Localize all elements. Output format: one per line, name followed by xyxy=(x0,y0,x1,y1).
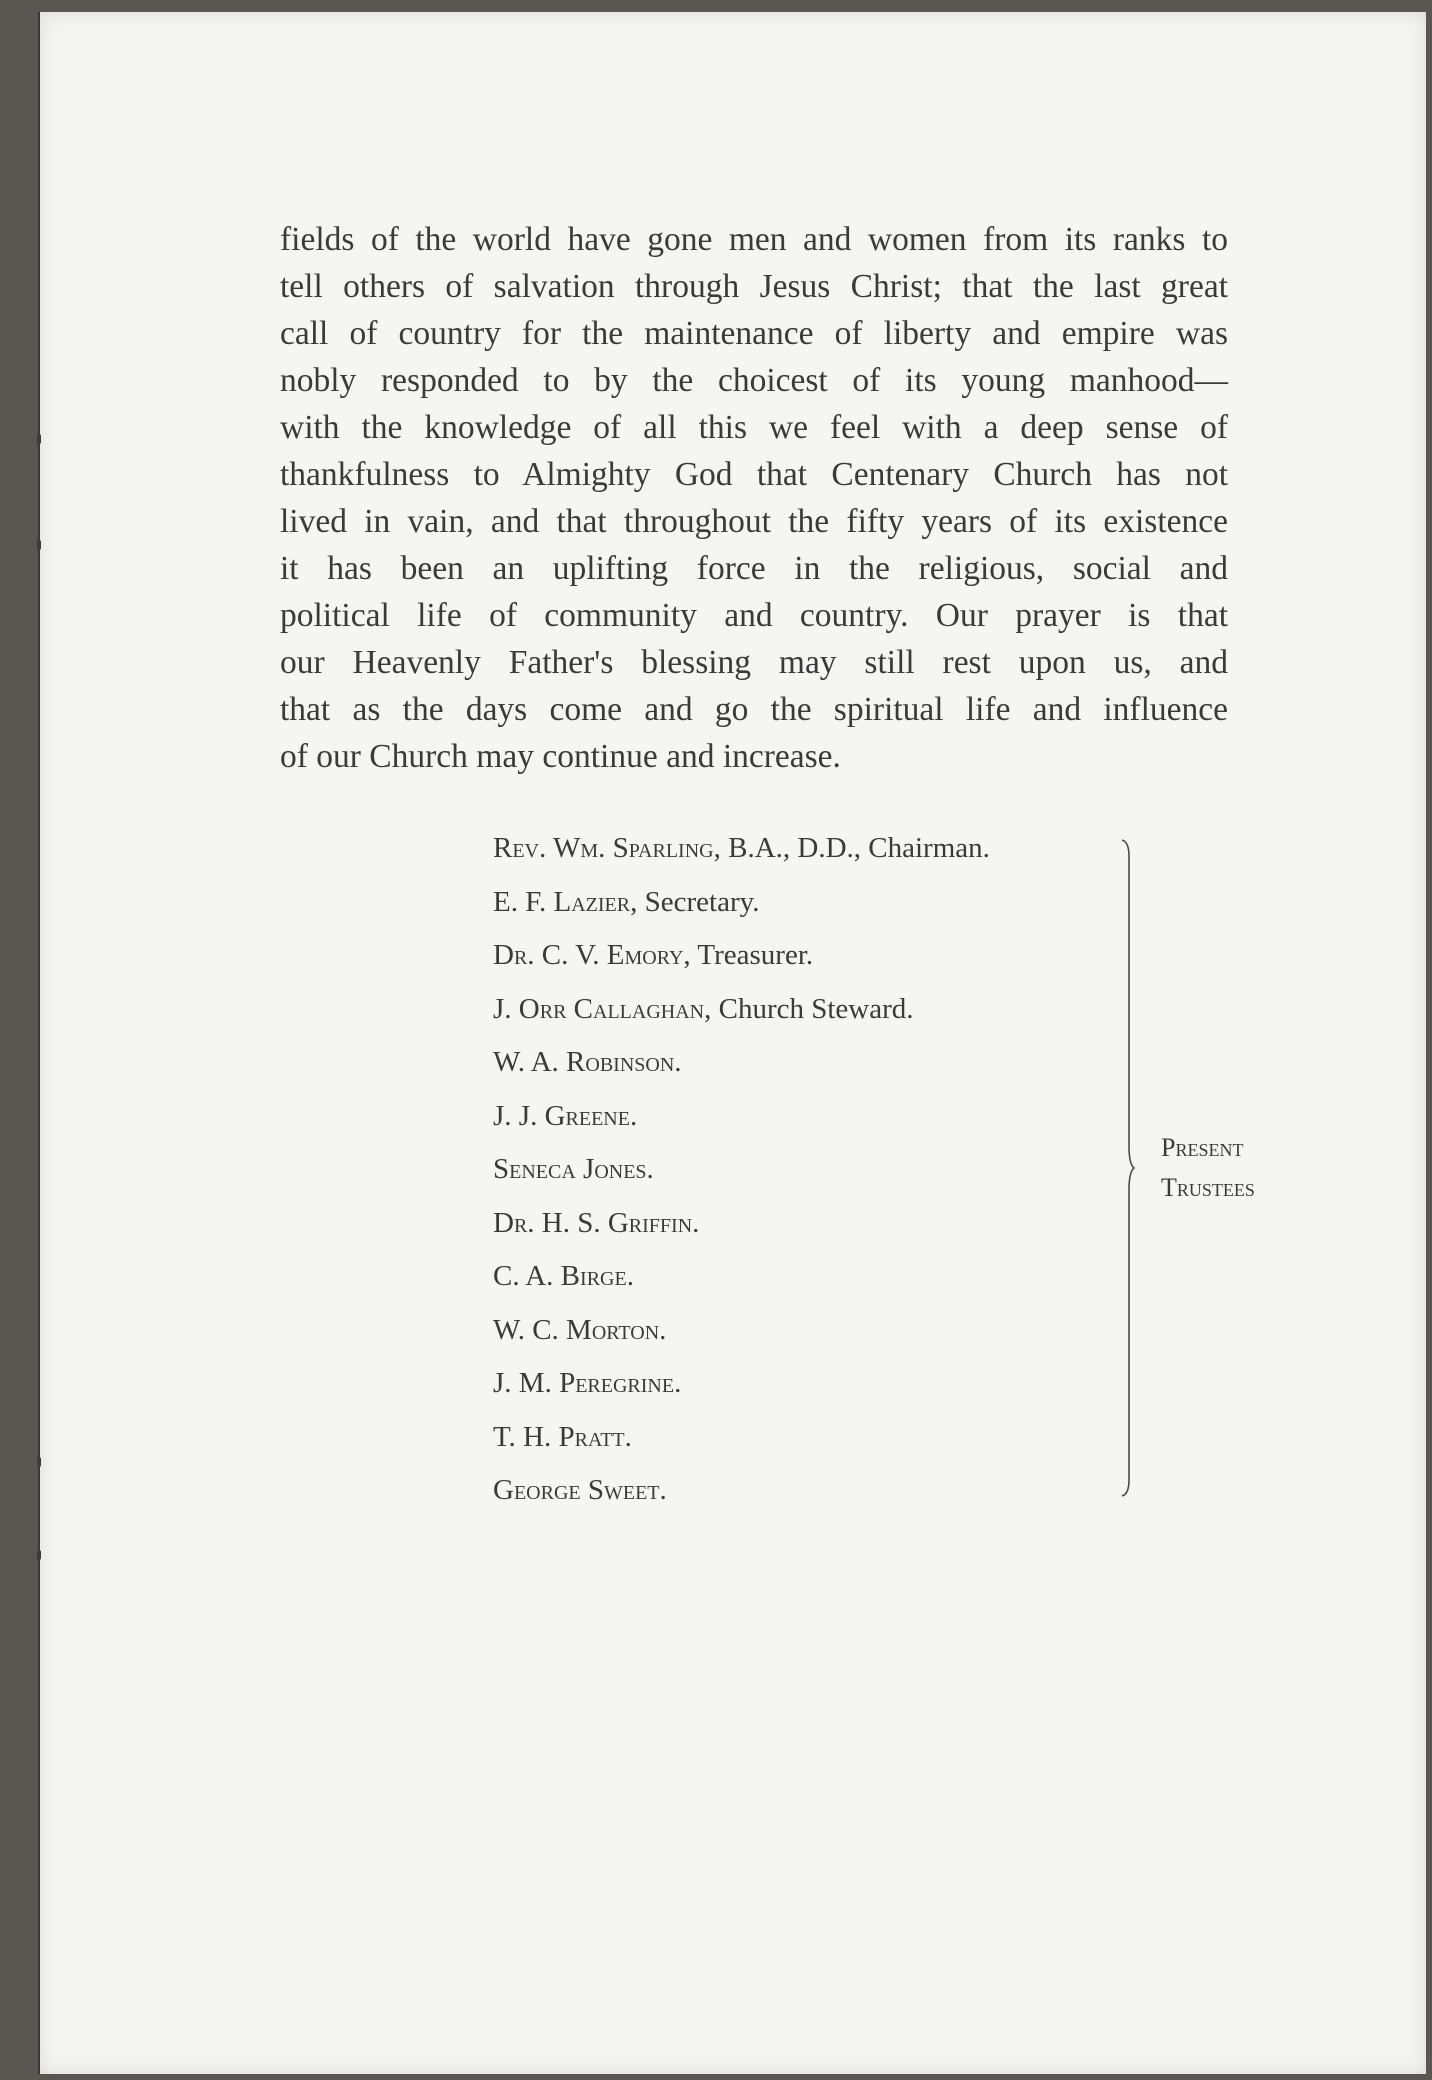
trustee-name: George Sweet. xyxy=(493,1474,667,1506)
trustee-role: Church Steward. xyxy=(711,992,914,1025)
brace-label-line: Present xyxy=(1161,1133,1244,1162)
brace-label-line: Trustees xyxy=(1161,1173,1255,1202)
trustee-name: Dr. C. V. Emory, xyxy=(493,939,691,971)
trustee-entry xyxy=(493,882,1133,936)
trustee-role: Secretary. xyxy=(637,885,760,918)
trustee-entry xyxy=(493,1203,1133,1257)
text-line: thankfulness to Almighty God that Centenary Church has not xyxy=(280,456,1228,493)
trustee-entry xyxy=(493,1417,1133,1471)
trustee-entry xyxy=(493,1096,1133,1150)
trustee-list xyxy=(493,828,1133,1524)
trustee-name: W. C. Morton. xyxy=(493,1313,667,1346)
trustee-name: W. A. Robinson. xyxy=(493,1046,682,1078)
body-paragraph xyxy=(280,216,1228,780)
trustee-role: B.A., D.D., Chairman. xyxy=(720,832,990,864)
trustee-entry xyxy=(493,1310,1133,1364)
trustee-entry xyxy=(493,1042,1133,1096)
trustee-name: J. Orr Callaghan, xyxy=(493,992,712,1025)
trustee-role: Treasurer. xyxy=(690,939,814,971)
trustee-entry xyxy=(493,1363,1133,1417)
text-line: nobly responded to by the choicest of its young manhood— xyxy=(280,362,1228,399)
trustee-entry xyxy=(493,935,1133,989)
text-line: fields of the world have gone men and women from its ranks to xyxy=(280,221,1228,258)
trustee-entry xyxy=(493,828,1133,882)
text-line: call of country for the maintenance of liberty and empire was xyxy=(280,315,1228,352)
trustee-entry xyxy=(493,1149,1133,1203)
brace-label xyxy=(1161,1128,1255,1208)
text-line: with the knowledge of all this we feel with a deep sense of xyxy=(280,409,1228,446)
text-line: lived in vain, and that throughout the fifty years of its existence xyxy=(280,503,1228,540)
trustee-name: C. A. Birge. xyxy=(493,1260,634,1292)
trustee-name: J. M. Peregrine. xyxy=(493,1367,682,1399)
text-line: it has been an uplifting force in the religious, social and xyxy=(280,550,1228,587)
text-line: political life of community and country. Our prayer is that xyxy=(280,597,1228,634)
trustee-name: Seneca Jones. xyxy=(493,1153,654,1185)
text-line: of our Church may continue and increase. xyxy=(280,738,841,775)
text-line: our Heavenly Father's blessing may still rest upon us, and xyxy=(280,644,1228,681)
trustee-entry xyxy=(493,1256,1133,1310)
text-line: that as the days come and go the spiritual life and influence xyxy=(280,691,1228,728)
trustee-name: Rev. Wm. Sparling, xyxy=(493,832,721,864)
book-page xyxy=(38,12,1426,2074)
text-line: tell others of salvation through Jesus Christ; that the last great xyxy=(280,268,1228,305)
trustee-name: J. J. Greene. xyxy=(493,1099,638,1132)
binding-mark xyxy=(37,540,41,550)
binding-mark xyxy=(37,1550,41,1560)
trustee-name: E. F. Lazier, xyxy=(493,885,638,918)
trustee-name: T. H. Pratt. xyxy=(493,1420,632,1453)
curly-brace-icon xyxy=(1120,838,1136,1498)
binding-mark xyxy=(37,434,41,444)
binding-mark xyxy=(37,1457,41,1467)
trustee-name: Dr. H. S. Griffin. xyxy=(493,1206,700,1239)
trustee-entry xyxy=(493,1470,1133,1524)
trustee-entry xyxy=(493,989,1133,1043)
